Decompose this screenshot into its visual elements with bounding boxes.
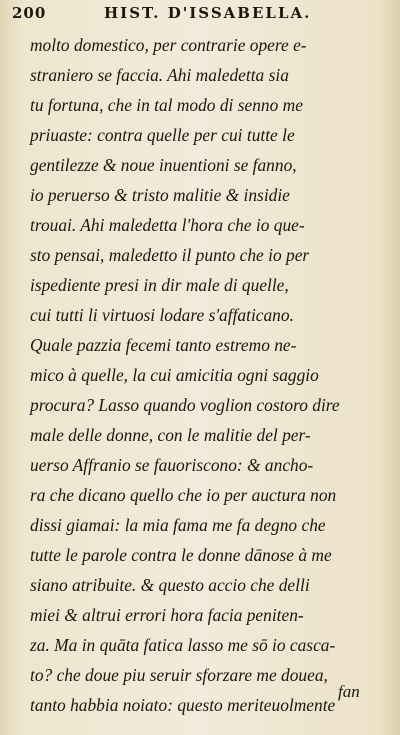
text-line: tu fortuna, che in tal modo di senno me <box>30 95 303 115</box>
text-line: to? che doue piu seruir sforzare me douea, <box>30 665 328 685</box>
text-line: male delle donne, con le malitie del per- <box>30 425 311 445</box>
text-line: io peruerso & tristo malitie & insidie <box>30 185 290 205</box>
text-line: cui tutti li virtuosi lodare s'affaticano. <box>30 305 294 325</box>
text-line: ispediente presi in dir male di quelle, <box>30 275 289 295</box>
text-line: miei & altrui errori hora facia peniten- <box>30 605 304 625</box>
running-head: HIST. D'ISSABELLA. <box>104 4 312 22</box>
text-line: procura? Lasso quando voglion costoro dire <box>30 395 340 415</box>
catchword: fan <box>338 682 360 701</box>
text-line: sto pensai, maledetto il punto che io per <box>30 245 310 265</box>
page-header <box>0 4 400 26</box>
text-line: uerso Affranio se fauoriscono: & ancho- <box>30 455 314 475</box>
page-number: 200 <box>12 4 47 22</box>
text-line: ra che dicano quello che io per auctura non <box>30 485 337 505</box>
text-line: trouai. Ahi maledetta l'hora che io que- <box>30 215 305 235</box>
text-line: gentilezze & noue inuentioni se fanno, <box>30 155 297 175</box>
text-line: Quale pazzia fecemi tanto estremo ne- <box>30 335 297 355</box>
text-line: tanto habbia noiato: questo meriteuolmente <box>30 695 336 715</box>
text-line: priuaste: contra quelle per cui tutte le <box>30 125 295 145</box>
text-line: straniero se faccia. Ahi maledetta sia <box>30 65 289 85</box>
text-line: molto domestico, per contrarie opere e- <box>30 35 307 55</box>
text-line: dissi giamai: la mia fama me fa degno che <box>30 515 326 535</box>
text-line: siano atribuite. & questo accio che delli <box>30 575 310 595</box>
text-line: mico à quelle, la cui amicitia ogni saggio <box>30 365 319 385</box>
text-line: tutte le parole contra le donne dānose à me <box>30 545 332 565</box>
text-line: za. Ma in quāta fatica lasso me sō io casca- <box>30 635 336 655</box>
body-text <box>30 30 380 720</box>
